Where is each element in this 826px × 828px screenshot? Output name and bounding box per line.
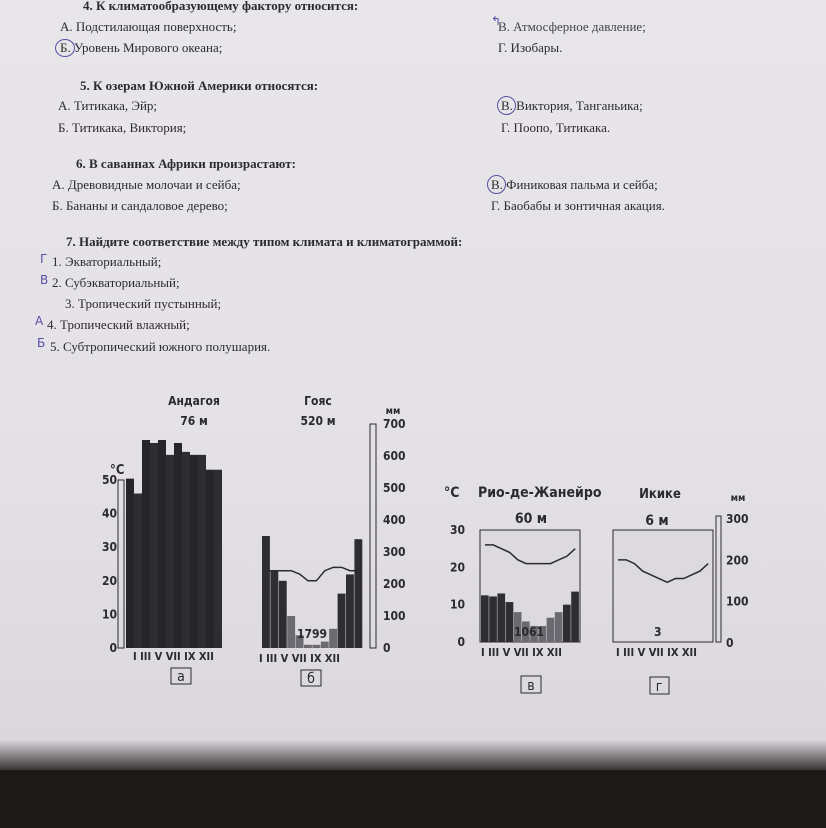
q7-title: 7. Найдите соответствие между типом климата и климатограммой: <box>66 234 463 249</box>
bar-a <box>198 455 206 648</box>
temp-tick-a: 10 <box>101 607 117 622</box>
bar-a <box>126 479 134 648</box>
bar-a <box>182 452 190 648</box>
climatogram-b <box>259 394 406 687</box>
precip-tick-g: 0 <box>726 636 734 650</box>
precip-unit-g: мм <box>730 493 746 504</box>
answer-circle-q4 <box>55 39 75 57</box>
temp-unit-v: °C <box>444 485 460 501</box>
month-labels-g: I III V VII IX XII <box>616 646 697 659</box>
chart-label-a: а <box>177 669 185 685</box>
q4-option-g: Г. Изобары. <box>498 40 563 55</box>
climatogram-g <box>613 487 749 695</box>
bar-v <box>506 602 514 642</box>
q7-item-1: 1. Экваториальный; <box>52 254 162 269</box>
temp-tick-a: 50 <box>101 473 117 487</box>
temp-ticks-v <box>450 523 465 649</box>
q6-option-v: В. Финиковая пальма и сейба; <box>491 177 658 192</box>
month-labels-a: I III V VII IX XII <box>133 650 214 663</box>
bar-b <box>354 539 362 648</box>
bar-b <box>312 645 320 648</box>
q4-option-v: В. Атмосферное давление; <box>498 19 646 34</box>
q7-item-2: 2. Субэкваториальный; <box>52 275 180 290</box>
bar-b <box>321 642 329 648</box>
city-label-v: Рио-де-Жанейро <box>478 485 602 501</box>
q7-item-3: 3. Тропический пустынный; <box>65 296 222 311</box>
bar-a <box>174 443 182 648</box>
temp-ticks-a <box>102 473 117 655</box>
bar-b <box>270 571 278 648</box>
background-shadow <box>0 740 826 828</box>
answer-mark-5: Б <box>37 336 46 350</box>
answer-mark-1: Г <box>40 252 48 266</box>
month-labels-b: I III V VII IX XII <box>259 652 340 665</box>
pen-mark-q4: ↰ <box>491 14 502 28</box>
total-precip-b: 1799 <box>297 627 328 641</box>
precip-tick-g: 300 <box>726 512 749 526</box>
bar-a <box>158 440 166 648</box>
answer-mark-4: А <box>35 314 44 328</box>
plot-area-g <box>613 530 713 642</box>
bar-a <box>166 455 174 648</box>
q5-option-v: В. Виктория, Танганьика; <box>501 98 643 113</box>
precip-tick-g: 200 <box>726 553 749 568</box>
precip-tick-b: 400 <box>383 513 406 527</box>
chart-label-b: б <box>307 671 315 687</box>
temp-tick-a: 40 <box>101 506 117 521</box>
q6-option-b: Б. Бананы и сандаловое дерево; <box>52 198 228 213</box>
climatograms <box>0 380 826 710</box>
answer-circle-q5 <box>497 96 516 115</box>
precip-tick-b: 700 <box>383 417 406 431</box>
climatogram-a <box>102 394 222 685</box>
q5-option-b: Б. Титикака, Виктория; <box>58 120 187 135</box>
city-label-b: Гояс <box>304 394 332 408</box>
q4-title: 4. К климатообразующему фактору относится: <box>83 0 359 13</box>
q4-option-a: А. Подстилающая поверхность; <box>60 19 237 34</box>
total-precip-v: 1061 <box>514 625 545 639</box>
bar-v <box>563 605 571 642</box>
temp-tick-a: 20 <box>101 573 117 588</box>
chart-label-v: в <box>527 678 535 694</box>
answer-mark-2: В <box>40 273 49 287</box>
chart-label-g: г <box>655 679 663 695</box>
bar-b <box>304 645 312 648</box>
q6-option-g: Г. Баобабы и зонтичная акация. <box>491 198 665 213</box>
elev-label-v: 60 м <box>514 511 548 527</box>
elev-label-g: 6 м <box>645 513 669 529</box>
bar-v <box>489 596 497 642</box>
temp-tick-v: 30 <box>449 523 465 537</box>
q5-title: 5. К озерам Южной Америки относятся: <box>80 78 319 93</box>
temp-tick-v: 10 <box>449 597 465 612</box>
bar-b <box>287 616 295 648</box>
bar-v <box>547 618 555 642</box>
precip-scale-b <box>370 424 376 648</box>
temp-unit-a: °C <box>110 463 125 478</box>
bar-v <box>571 592 579 642</box>
elev-label-b: 520 м <box>300 414 336 428</box>
month-labels-v: I III V VII IX XII <box>481 646 562 659</box>
bar-b <box>338 594 346 648</box>
q6-title: 6. В саваннах Африки произрастают: <box>76 156 296 171</box>
city-label-g: Икике <box>639 487 681 502</box>
bar-a <box>150 443 158 648</box>
elev-label-a: 76 м <box>180 414 208 428</box>
precip-ticks-g <box>726 512 749 650</box>
precip-tick-g: 100 <box>726 594 749 609</box>
bar-a <box>134 493 142 648</box>
bar-a <box>142 440 150 648</box>
bar-v <box>555 612 563 642</box>
temp-tick-v: 0 <box>457 635 465 649</box>
precip-tick-b: 0 <box>383 641 391 655</box>
bar-a <box>214 470 222 648</box>
bar-b <box>279 581 287 648</box>
precip-scale-g <box>716 516 721 642</box>
q7-item-5: 5. Субтропический южного полушария. <box>50 339 271 354</box>
precip-tick-b: 300 <box>383 545 406 559</box>
q7-item-4: 4. Тропический влажный; <box>47 317 190 332</box>
bar-v <box>481 595 489 642</box>
temp-tick-v: 20 <box>449 560 465 575</box>
precip-unit-b: мм <box>385 406 401 417</box>
temp-tick-a: 0 <box>109 641 117 655</box>
temp-tick-a: 30 <box>101 540 117 555</box>
bar-a <box>206 470 214 648</box>
precip-ticks-b <box>383 417 406 655</box>
temp-scale-a <box>118 480 124 648</box>
total-precip-g: 3 <box>654 625 662 639</box>
bar-v <box>497 593 505 642</box>
q5-option-a: А. Титикака, Эйр; <box>58 98 158 113</box>
bars-a <box>126 440 222 648</box>
bar-b <box>329 629 337 648</box>
q6-option-a: А. Древовидные молочаи и сейба; <box>52 177 241 192</box>
bar-b <box>262 536 270 648</box>
bar-a <box>190 455 198 648</box>
climatogram-v <box>444 485 602 694</box>
city-label-a: Андагоя <box>168 394 220 408</box>
precip-tick-b: 100 <box>383 609 406 623</box>
precip-tick-b: 600 <box>383 449 406 463</box>
bar-b <box>346 574 354 648</box>
precip-tick-b: 500 <box>383 481 406 495</box>
q4-option-b: Б. Уровень Мирового океана; <box>60 40 223 55</box>
answer-circle-q6 <box>487 175 506 194</box>
temp-line-b <box>266 567 358 580</box>
q5-option-g: Г. Поопо, Титикака. <box>501 120 611 135</box>
precip-tick-b: 200 <box>383 577 406 591</box>
